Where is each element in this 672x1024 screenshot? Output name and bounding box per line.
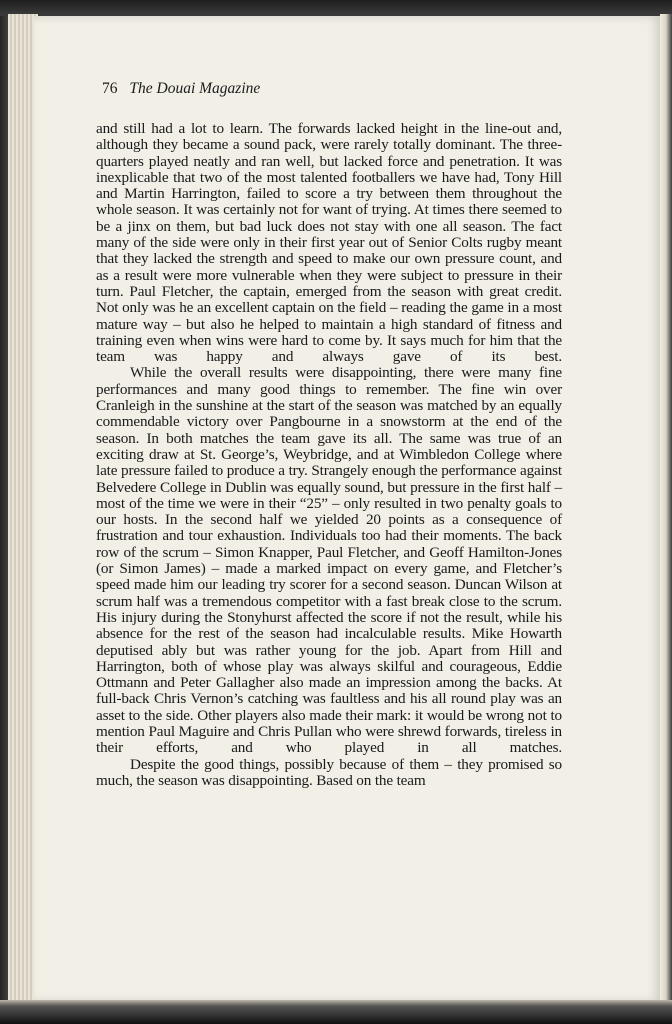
paragraph-1: and still had a lot to learn. The forwards lacked height in the line-out and, although they became a sound pack, were rarely totally dominant. The three-quarters played neatly and ran well, but lacked force and penetration. It was inexplicable that two of the most talented footballers we have had, Tony Hill and Martin Harrington, failed to score a try between them throughout the whole season. It was certainly not for want of trying. At times there seemed to be a jinx on them, but bad luck does not stay with one all season. The fact many of the side were only in their first year out of Senior Colts rugby meant that they lacked the strength and speed to make our own pressure count, and as a result were more vulnerable when they were subject to pressure in their turn. Paul Fletcher, the captain, emerged from the season with great credit. Not only was he an excellent captain on the field – reading the game in a most mature way – but also he helped to maintain a high standard of fitness and training even when wins were hard to come by. It says much for him that the team was happy and always gave of its best.: [96, 120, 562, 366]
publication-title: The Douai Magazine: [129, 80, 261, 97]
article-body: [96, 121, 562, 789]
paragraph-2: While the overall results were disappointing, there were many fine performances and many good things to remember. The fine win over Cranleigh in the sunshine at the start of the season was matched by an equally commendable victory over Pangbourne in a snowstorm at the end of the season. In both matches the team gave its all. The same was true of an exciting draw at St. George’s, Weybridge, and at Wimbledon College where late pressure failed to produce a try. Strangely enough the performance against Belvedere College in Dublin was equally sound, but pressure in the first half – most of the time we were in their “25” – only resulted in two penalty goals to our hosts. In the second half we yielded 20 points as a consequence of frustration and tour exhaustion. Individuals too had their moments. The back row of the scrum – Simon Knapper, Paul Fletcher, and Geoff Hamilton-Jones (or Simon James) – made a marked impact on every game, and Fletcher’s speed made him our leading try scorer for a second season. Duncan Wilson at scrum half was a tremendous competitor with a fast break close to the scrum. His injury during the Stonyhurst affected the score if not the result, while his absence for the rest of the season had incalculable results. Mike Howarth deputised ably but was rather young for the job. Apart from Hill and Harrington, both of whose play was always skilful and courageous, Eddie Ottmann and Peter Gallagher also made an impression among the backs. At full-back Chris Vernon’s catching was faultless and his all round play was an asset to the side. Other players also made their mark: it would be wrong not to mention Paul Maguire and Chris Pullan who were shrewd forwards, tireless in their efforts, and who played in all matches.: [96, 364, 562, 757]
running-header: [102, 80, 260, 98]
paragraph-3: Despite the good things, possibly because of them – they promised so much, the season was disappointing. Based on the team: [96, 755, 562, 789]
page-right-edge: [660, 14, 672, 1006]
page-number: 76: [102, 80, 118, 97]
page-bottom-edge: [0, 1000, 672, 1024]
